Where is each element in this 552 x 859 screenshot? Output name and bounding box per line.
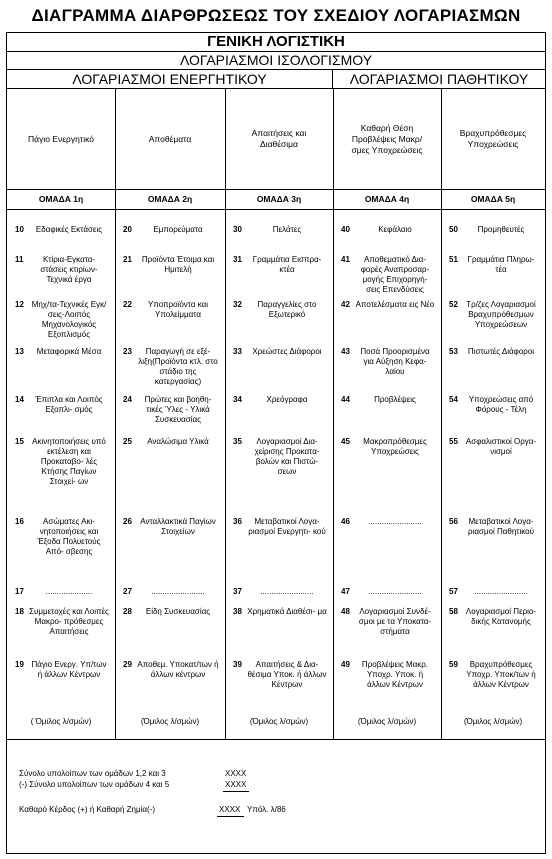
account-name: Αποτελέσματα εις Νέο xyxy=(355,300,435,309)
account-item xyxy=(449,587,539,597)
account-item xyxy=(449,255,539,275)
account-code: 21 xyxy=(123,255,132,264)
account-code: 43 xyxy=(341,347,350,356)
account-name: ........................ xyxy=(368,587,422,596)
account-name: Ασώματες Ακι- νητοποιήσεις και Έξοδα Πολυετούς Από- σβεσης xyxy=(37,517,101,556)
account-name: Προμηθευτές xyxy=(477,225,525,234)
account-item xyxy=(15,255,109,285)
account-name: Προβλέψεις Μακρ. Υποχρ. Υποκ. ή άλλων Κέντρων xyxy=(361,660,429,689)
account-item xyxy=(123,225,219,235)
account-name: Τρ/ζες Λογαριασμοί Βραχυπρόθεσμων Υποχρεώσεων xyxy=(466,300,536,329)
account-item xyxy=(449,395,539,415)
account-code: 22 xyxy=(123,300,132,309)
account-item xyxy=(123,347,219,387)
account-code: 10 xyxy=(15,225,24,234)
account-name: Ασφαλιστικοί Οργα- νισμοί xyxy=(465,437,537,456)
account-item xyxy=(123,300,219,320)
account-name: Πελάτες xyxy=(272,225,302,234)
account-name: Υποπροϊόντα και Υπολείμματα xyxy=(147,300,209,319)
account-code: 56 xyxy=(449,517,458,526)
account-code: 11 xyxy=(15,255,24,264)
liabilities-header: ΛΟΓΑΡΙΑΣΜΟΙ ΠΑΘΗΤΙΚΟΥ xyxy=(349,71,529,87)
account-name: ..................... xyxy=(45,587,93,596)
summary-line-2: (-) Σύνολο υπολοίπων των ομάδων 4 και 5 xyxy=(19,780,170,789)
summary-divider xyxy=(7,739,545,740)
account-code: 38 xyxy=(233,607,242,616)
page-title: ΔΙΑΓΡΑΜΜΑ ΔΙΑΡΘΡΩΣΕΩΣ ΤΟΥ ΣΧΕΔΙΟΥ ΛΟΓΑΡΙΑΣΜΩΝ xyxy=(31,6,521,25)
account-item xyxy=(233,660,327,690)
account-item xyxy=(341,660,435,690)
account-code: 54 xyxy=(449,395,458,404)
account-code: 39 xyxy=(233,660,242,669)
account-item xyxy=(233,255,327,275)
account-item xyxy=(449,300,539,330)
account-item xyxy=(123,437,219,447)
account-code: 35 xyxy=(233,437,242,446)
column-header: Πάγιο Ενεργητικό xyxy=(28,133,94,144)
account-item xyxy=(233,607,327,617)
account-code: 42 xyxy=(341,300,350,309)
account-code: 25 xyxy=(123,437,132,446)
account-name: Υποχρεώσεις από Φόρους - Τέλη xyxy=(468,395,534,414)
account-item xyxy=(341,607,435,637)
account-item xyxy=(341,300,435,310)
account-code: 40 xyxy=(341,225,350,234)
account-item xyxy=(341,587,435,597)
account-code: 17 xyxy=(15,587,24,596)
column-divider xyxy=(225,89,226,739)
summary-line-3-note: Υπόλ. λ/86 xyxy=(247,805,286,814)
account-code: 14 xyxy=(15,395,24,404)
summary-line-1-value: XXXX xyxy=(225,769,247,778)
account-item xyxy=(15,395,109,415)
account-code: 20 xyxy=(123,225,132,234)
account-item xyxy=(341,437,435,457)
account-name: Αποθεματικό Δια- φορές Αναπροσαρ- μογής Επιχορηγή- σεις Επενδύσεις xyxy=(360,255,430,294)
summary-section xyxy=(7,739,545,853)
account-name: Λογαριασμοί Περιο- δικής Κατανομής xyxy=(465,607,537,626)
account-item xyxy=(15,607,109,637)
column-header: Απαιτήσεις και Διαθέσιμα xyxy=(251,128,307,149)
account-item xyxy=(15,660,109,680)
account-name: Γραμμάτια Πληρω- τέα xyxy=(467,255,535,274)
account-name: Αποθεμ. Υποκατ/των ή άλλων κέντρων xyxy=(137,660,219,679)
account-item xyxy=(123,607,219,617)
account-code: 57 xyxy=(449,587,458,596)
account-name: ........................ xyxy=(368,517,422,526)
group-label: ΟΜΑΔΑ 2η xyxy=(147,194,193,204)
account-name: Κτίρια-Εγκατα- στάσεις κτιρίων- Τεχνικά έργα xyxy=(40,255,98,284)
account-code: 47 xyxy=(341,587,350,596)
account-group-note: (Όμιλος λ/σμών) xyxy=(357,717,417,726)
account-code: 53 xyxy=(449,347,458,356)
account-name: Εμπορεύματα xyxy=(153,225,203,234)
account-name: Συμμετοχές και Λοιπές Μακρο- πρόθεσμες Απαιτήσεις xyxy=(29,607,109,636)
account-name: Γραμμάτια Εισπρα- κτέα xyxy=(252,255,322,274)
account-code: 24 xyxy=(123,395,132,404)
account-item xyxy=(15,587,109,597)
account-code: 16 xyxy=(15,517,24,526)
account-code: 30 xyxy=(233,225,242,234)
account-item xyxy=(123,660,219,680)
account-code: 49 xyxy=(341,660,350,669)
account-name: Ποσά Προορισμένα για Αύξηση Κεφα- λαίου xyxy=(360,347,430,376)
column-divider xyxy=(333,89,334,739)
column-header: Καθαρή Θέση Προβλέψεις Μακρ/σμες Υποχρεώσεις xyxy=(351,122,423,155)
account-code: 29 xyxy=(123,660,132,669)
group-label: ΟΜΑΔΑ 1η xyxy=(38,194,84,204)
account-name: Είδη Συσκευασίας xyxy=(145,607,211,616)
account-code: 31 xyxy=(233,255,242,264)
account-name: ........................ xyxy=(474,587,528,596)
account-group-note: (Όμιλος λ/σμών) xyxy=(249,717,309,726)
account-name: Λογαριασμοί Συνδέ- σμοι με τα Υποκατα- στήματα xyxy=(358,607,432,636)
summary-underline-1 xyxy=(223,791,249,792)
account-item xyxy=(233,300,327,320)
account-item xyxy=(233,517,327,537)
account-item xyxy=(449,347,539,357)
balance-sheet-band: ΛΟΓΑΡΙΑΣΜΟΙ ΙΣΟΛΟΓΙΣΜΟΥ xyxy=(7,52,545,70)
account-item xyxy=(123,395,219,425)
account-name: ........................ xyxy=(151,587,205,596)
account-code: 37 xyxy=(233,587,242,596)
account-code: 52 xyxy=(449,300,458,309)
summary-line-3-value: XXXX xyxy=(219,805,241,814)
account-name: Βραχυπρόθεσμες Υποχρ. Υποκ/των ή άλλων Κέντρων xyxy=(466,660,536,689)
account-item xyxy=(15,437,109,487)
account-code: 51 xyxy=(449,255,458,264)
chart-frame xyxy=(6,32,546,854)
account-item xyxy=(341,255,435,295)
account-item xyxy=(449,660,539,690)
account-code: 36 xyxy=(233,517,242,526)
account-name: Απαιτήσεις & Δια- θέσιμα Υποκ. ή άλλων Κέντρων xyxy=(247,660,327,689)
account-name: Παραγωγή σε εξέ- λιξη(Προϊόντα κτλ. στο στάδιο της κατεργασίας) xyxy=(138,347,218,386)
account-code: 26 xyxy=(123,517,132,526)
account-item xyxy=(15,300,109,340)
account-item xyxy=(15,225,109,235)
summary-line-1: Σύνολο υπολοίπων των ομάδων 1,2 και 3 xyxy=(19,769,166,778)
account-item xyxy=(233,347,327,357)
account-code: 12 xyxy=(15,300,24,309)
account-item xyxy=(233,437,327,477)
account-name: Μηχ/τα-Τεχνικές Εγκ/σεις-Λοιπός Μηχανολογικός Εξοπλισμός xyxy=(31,300,107,339)
account-name: Μακροπρόθεσμες Υποχρεώσεις xyxy=(363,437,427,456)
account-code: 27 xyxy=(123,587,132,596)
account-code: 50 xyxy=(449,225,458,234)
account-code: 15 xyxy=(15,437,24,446)
account-name: Προϊόντα Έτοιμα και Ημιτελή xyxy=(141,255,215,274)
account-code: 33 xyxy=(233,347,242,356)
account-item xyxy=(341,395,435,405)
account-code: 46 xyxy=(341,517,350,526)
account-item xyxy=(341,225,435,235)
account-code: 48 xyxy=(341,607,350,616)
account-name: Μεταβατικοί Λογα- ριασμοί Παθητικού xyxy=(468,517,534,536)
account-code: 45 xyxy=(341,437,350,446)
account-name: Προβλέψεις xyxy=(374,395,416,404)
group-label: ΟΜΑΔΑ 5η xyxy=(470,194,516,204)
account-name: Εδαφικές Εκτάσεις xyxy=(35,225,103,234)
summary-line-2-value: XXXX xyxy=(225,780,247,789)
column-header: Αποθέματα xyxy=(148,133,192,144)
account-item xyxy=(449,517,539,537)
account-item xyxy=(449,225,539,235)
assets-header: ΛΟΓΑΡΙΑΣΜΟΙ ΕΝΕΡΓΗΤΙΚΟΥ xyxy=(7,70,333,89)
account-item xyxy=(233,395,327,405)
summary-line-3: Καθαρό Κέρδος (+) ή Καθαρή Ζημία(-) xyxy=(19,805,155,814)
account-name: Παραγγελίες στο Εξωτερικό xyxy=(257,300,317,319)
account-code: 23 xyxy=(123,347,132,356)
column-divider xyxy=(441,89,442,739)
account-name: Μεταβατικοί Λογα- ριασμοί Ενεργητι- κού xyxy=(248,517,326,536)
account-code: 13 xyxy=(15,347,24,356)
account-name: Λογαριασμοί Δια- χείρισης Προκατα- βολών και Πιστώ- σεων xyxy=(254,437,320,476)
account-group-note: (Όμιλος λ/σμών) xyxy=(140,717,200,726)
account-item xyxy=(449,437,539,457)
account-name: Ακινητοποιήσεις υπό εκτέλεση και Προκαταβο- λές Κτήσης Παγίων Στοιχεί- ων xyxy=(32,437,106,486)
account-code: 19 xyxy=(15,660,24,669)
account-item xyxy=(341,347,435,377)
account-name: Κεφάλαιο xyxy=(378,225,412,234)
general-accounting-band: ΓΕΝΙΚΗ ΛΟΓΙΣΤΙΚΗ xyxy=(7,33,545,52)
account-item xyxy=(15,517,109,557)
row-divider xyxy=(7,209,545,210)
account-name: Πρώτες και βοηθη- τικές Ύλες - Υλικά Συσκευασίας xyxy=(144,395,212,424)
account-item xyxy=(233,225,327,235)
account-code: 28 xyxy=(123,607,132,616)
account-code: 41 xyxy=(341,255,350,264)
account-code: 32 xyxy=(233,300,242,309)
account-name: Ανταλλακτικά Παγίων Στοιχείων xyxy=(140,517,216,536)
group-label: ΟΜΑΔΑ 4η xyxy=(364,194,410,204)
summary-underline-2 xyxy=(217,816,244,817)
accounts-table xyxy=(7,89,545,739)
account-code: 58 xyxy=(449,607,458,616)
account-name: Έπιπλα και Λοιπός Εξοπλι- σμός xyxy=(35,395,103,414)
account-name: Χρεόγραφα xyxy=(266,395,308,404)
account-code: 18 xyxy=(15,607,24,616)
account-item xyxy=(123,255,219,275)
account-item xyxy=(449,607,539,627)
group-label: ΟΜΑΔΑ 3η xyxy=(256,194,302,204)
account-code: 34 xyxy=(233,395,242,404)
account-code: 44 xyxy=(341,395,350,404)
account-name: Μεταφορικά Μέσα xyxy=(36,347,102,356)
column-divider xyxy=(115,89,116,739)
account-item xyxy=(123,517,219,537)
account-group-note: (Όμιλος λ/σμών) xyxy=(463,717,523,726)
account-code: 55 xyxy=(449,437,458,446)
account-item xyxy=(233,587,327,597)
account-name: ........................ xyxy=(260,587,314,596)
assets-liabilities-band xyxy=(7,70,545,89)
account-name: Πιστωτές Διάφοροι xyxy=(467,347,535,356)
account-name: Αναλώσιμα Υλικά xyxy=(147,437,209,446)
account-item xyxy=(15,347,109,357)
account-name: Πάγιο Ενεργ. Υπ/των ή άλλων Κέντρων xyxy=(31,660,107,679)
account-name: Χρηματικά Διαθέσι- μα xyxy=(247,607,327,616)
account-code: 59 xyxy=(449,660,458,669)
account-name: Χρεώστες Διάφοροι xyxy=(252,347,322,356)
account-item xyxy=(341,517,435,527)
account-group-note: ( Όμιλος λ/σμών) xyxy=(30,717,92,726)
column-header: Βραχυπρόθεσμες Υποχρεώσεις xyxy=(459,128,527,149)
account-item xyxy=(123,587,219,597)
